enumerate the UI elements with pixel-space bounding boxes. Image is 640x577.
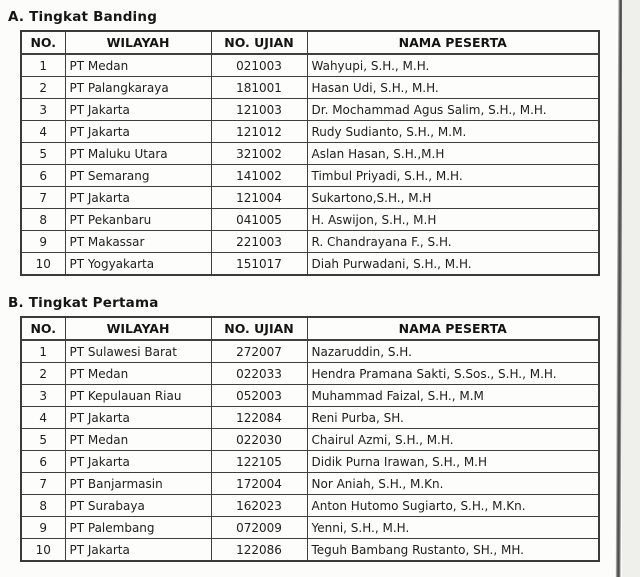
table-row <box>21 517 599 539</box>
cell-no: 4 <box>21 407 65 429</box>
cell-wilayah: PT Jakarta <box>65 539 211 562</box>
cell-nama: Wahyupi, S.H., M.H. <box>307 54 599 77</box>
cell-nama: Sukartono,S.H., M.H <box>307 187 599 209</box>
cell-no: 7 <box>21 473 65 495</box>
cell-no: 2 <box>21 363 65 385</box>
cell-nama: Timbul Priyadi, S.H., M.H. <box>307 165 599 187</box>
cell-wilayah: PT Yogyakarta <box>65 253 211 276</box>
table-row <box>21 54 599 77</box>
cell-wilayah: PT Medan <box>65 54 211 77</box>
cell-no: 3 <box>21 99 65 121</box>
cell-ujian: 121004 <box>211 187 307 209</box>
cell-ujian: 272007 <box>211 340 307 363</box>
table-row <box>21 165 599 187</box>
table-row <box>21 363 599 385</box>
cell-ujian: 022030 <box>211 429 307 451</box>
cell-wilayah: PT Jakarta <box>65 187 211 209</box>
cell-ujian: 141002 <box>211 165 307 187</box>
cell-nama: Aslan Hasan, S.H.,M.H <box>307 143 599 165</box>
cell-ujian: 041005 <box>211 209 307 231</box>
cell-nama: Diah Purwadani, S.H., M.H. <box>307 253 599 276</box>
col-header-ujian: NO. UJIAN <box>211 317 307 340</box>
col-header-wilayah: WILAYAH <box>65 317 211 340</box>
table-header-row <box>21 317 599 340</box>
cell-nama: R. Chandrayana F., S.H. <box>307 231 599 253</box>
cell-no: 3 <box>21 385 65 407</box>
cell-ujian: 122086 <box>211 539 307 562</box>
table-row <box>21 253 599 276</box>
table-row <box>21 99 599 121</box>
cell-no: 5 <box>21 429 65 451</box>
table-row <box>21 539 599 562</box>
cell-ujian: 121012 <box>211 121 307 143</box>
cell-ujian: 181001 <box>211 77 307 99</box>
table-row <box>21 187 599 209</box>
col-header-ujian: NO. UJIAN <box>211 31 307 54</box>
cell-nama: Yenni, S.H., M.H. <box>307 517 599 539</box>
cell-wilayah: PT Jakarta <box>65 99 211 121</box>
cell-wilayah: PT Pekanbaru <box>65 209 211 231</box>
section-title: A. Tingkat Banding <box>8 9 158 25</box>
cell-wilayah: PT Makassar <box>65 231 211 253</box>
table-header-row <box>21 31 599 54</box>
cell-wilayah: PT Maluku Utara <box>65 143 211 165</box>
table-row <box>21 407 599 429</box>
cell-wilayah: PT Sulawesi Barat <box>65 340 211 363</box>
results-table-tingkat-pertama <box>20 316 600 562</box>
col-header-nama: NAMA PESERTA <box>307 317 599 340</box>
table-row <box>21 209 599 231</box>
cell-ujian: 022033 <box>211 363 307 385</box>
cell-wilayah: PT Jakarta <box>65 407 211 429</box>
cell-no: 1 <box>21 54 65 77</box>
col-header-nama: NAMA PESERTA <box>307 31 599 54</box>
cell-ujian: 052003 <box>211 385 307 407</box>
cell-no: 7 <box>21 187 65 209</box>
cell-wilayah: PT Banjarmasin <box>65 473 211 495</box>
cell-wilayah: PT Jakarta <box>65 451 211 473</box>
cell-ujian: 072009 <box>211 517 307 539</box>
cell-wilayah: PT Semarang <box>65 165 211 187</box>
cell-no: 1 <box>21 340 65 363</box>
cell-nama: Dr. Mochammad Agus Salim, S.H., M.H. <box>307 99 599 121</box>
cell-ujian: 122105 <box>211 451 307 473</box>
cell-nama: H. Aswijon, S.H., M.H <box>307 209 599 231</box>
cell-nama: Hasan Udi, S.H., M.H. <box>307 77 599 99</box>
cell-no: 10 <box>21 253 65 276</box>
table-row <box>21 451 599 473</box>
cell-ujian: 162023 <box>211 495 307 517</box>
cell-wilayah: PT Palangkaraya <box>65 77 211 99</box>
cell-nama: Muhammad Faizal, S.H., M.M <box>307 385 599 407</box>
table-row <box>21 385 599 407</box>
cell-no: 5 <box>21 143 65 165</box>
col-header-no: NO. <box>21 317 65 340</box>
cell-ujian: 122084 <box>211 407 307 429</box>
cell-wilayah: PT Medan <box>65 429 211 451</box>
cell-ujian: 221003 <box>211 231 307 253</box>
cell-no: 2 <box>21 77 65 99</box>
col-header-no: NO. <box>21 31 65 54</box>
cell-ujian: 172004 <box>211 473 307 495</box>
cell-wilayah: PT Palembang <box>65 517 211 539</box>
table-row <box>21 495 599 517</box>
results-table-tingkat-banding <box>20 30 600 276</box>
cell-no: 9 <box>21 231 65 253</box>
cell-nama: Rudy Sudianto, S.H., M.M. <box>307 121 599 143</box>
table-row <box>21 429 599 451</box>
table-row <box>21 473 599 495</box>
cell-nama: Hendra Pramana Sakti, S.Sos., S.H., M.H. <box>307 363 599 385</box>
section-tingkat-banding <box>0 6 622 276</box>
section-title: B. Tingkat Pertama <box>8 295 159 311</box>
cell-wilayah: PT Medan <box>65 363 211 385</box>
cell-nama: Nazaruddin, S.H. <box>307 340 599 363</box>
cell-no: 6 <box>21 165 65 187</box>
cell-nama: Reni Purba, SH. <box>307 407 599 429</box>
cell-no: 4 <box>21 121 65 143</box>
cell-ujian: 321002 <box>211 143 307 165</box>
cell-no: 8 <box>21 495 65 517</box>
cell-nama: Didik Purna Irawan, S.H., M.H <box>307 451 599 473</box>
cell-nama: Teguh Bambang Rustanto, SH., MH. <box>307 539 599 562</box>
cell-wilayah: PT Surabaya <box>65 495 211 517</box>
cell-wilayah: PT Kepulauan Riau <box>65 385 211 407</box>
cell-no: 9 <box>21 517 65 539</box>
cell-no: 10 <box>21 539 65 562</box>
cell-ujian: 021003 <box>211 54 307 77</box>
table-row <box>21 121 599 143</box>
cell-nama: Anton Hutomo Sugiarto, S.H., M.Kn. <box>307 495 599 517</box>
cell-wilayah: PT Jakarta <box>65 121 211 143</box>
table-row <box>21 340 599 363</box>
cell-no: 6 <box>21 451 65 473</box>
table-row <box>21 231 599 253</box>
table-row <box>21 143 599 165</box>
table-row <box>21 77 599 99</box>
cell-ujian: 121003 <box>211 99 307 121</box>
cell-nama: Nor Aniah, S.H., M.Kn. <box>307 473 599 495</box>
cell-ujian: 151017 <box>211 253 307 276</box>
section-tingkat-pertama <box>0 292 622 562</box>
cell-nama: Chairul Azmi, S.H., M.H. <box>307 429 599 451</box>
scanner-background <box>622 0 640 577</box>
cell-no: 8 <box>21 209 65 231</box>
col-header-wilayah: WILAYAH <box>65 31 211 54</box>
